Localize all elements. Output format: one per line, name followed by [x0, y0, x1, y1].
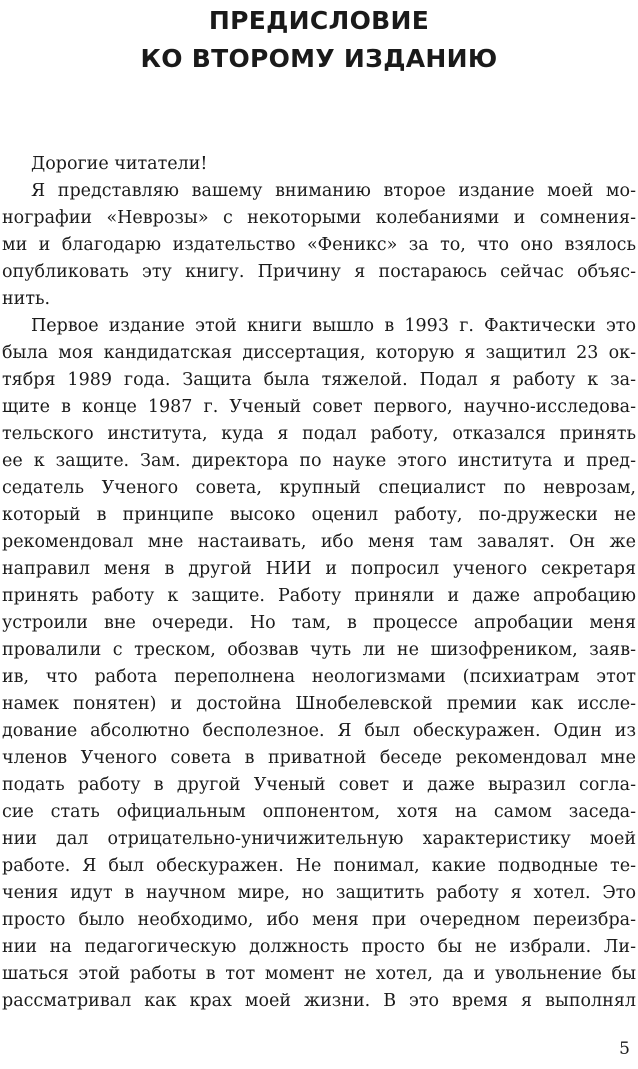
body-text — [2, 178, 636, 1015]
text-line: ми и благодарю издательство «Феникс» за то, что оно взялось — [2, 235, 636, 255]
chapter-heading — [0, 2, 638, 78]
text-line: нографии «Неврозы» с некоторыми колебаниями и сомнения- — [2, 208, 636, 228]
text-line: седатель Ученого совета, крупный специалист по неврозам, — [2, 478, 636, 498]
text-line: нить. — [2, 289, 51, 309]
text-line: ее к защите. Зам. директора по науке этого института и пред- — [2, 451, 636, 471]
chapter-heading-line-1: ПРЕДИСЛОВИЕ — [208, 6, 430, 35]
text-line: направил меня в другой НИИ и попросил ученого секретаря — [2, 559, 636, 579]
text-line: членов Ученого совета в приватной беседе рекомендовал мне — [2, 748, 636, 768]
text-line: Первое издание этой книги вышло в 1993 г. Фактически это — [31, 316, 636, 336]
text-line: рекомендовал мне настаивать, ибо меня там завалят. Он же — [2, 532, 636, 552]
greeting: Дорогие читатели! — [31, 154, 208, 174]
text-line: сие стать официальным оппонентом, хотя на самом заседа- — [2, 802, 636, 822]
text-line: нии на педагогическую должность просто бы не избрали. Ли- — [2, 937, 636, 957]
text-line: нии дал отрицательно-уничижительную характеристику моей — [2, 829, 636, 849]
text-line: просто было необходимо, ибо меня при очередном переизбра- — [2, 910, 636, 930]
text-line: тября 1989 года. Защита была тяжелой. Подал я работу к за- — [2, 370, 636, 390]
text-line: Я представляю вашему вниманию второе издание моей мо- — [31, 181, 636, 201]
text-line: ив, что работа переполнена неологизмами (психиатрам этот — [2, 667, 636, 687]
text-line: рассматривал как крах моей жизни. В это время я выполнял — [2, 991, 636, 1011]
text-line: опубликовать эту книгу. Причину я постараюсь сейчас объяс- — [2, 262, 636, 282]
text-line: была моя кандидатская диссертация, которую я защитил 23 ок- — [2, 343, 636, 363]
page-number: 5 — [619, 1039, 630, 1059]
text-line: тельского института, куда я подал работу, отказался принять — [2, 424, 636, 444]
text-line: принять работу к защите. Работу приняли и даже апробацию — [2, 586, 636, 606]
text-line: подать работу в другой Ученый совет и даже выразил согла- — [2, 775, 636, 795]
chapter-heading-line-2: КО ВТОРОМУ ИЗДАНИЮ — [140, 44, 498, 73]
text-line: шаться этой работы в тот момент не хотел, да и увольнение бы — [2, 964, 636, 984]
text-line: намек понятен) и достойна Шнобелевской премии как иссле- — [2, 694, 636, 714]
text-line: работе. Я был обескуражен. Не понимал, какие подводные те- — [2, 856, 636, 876]
text-line: щите в конце 1987 г. Ученый совет первого, научно-исследова- — [2, 397, 636, 417]
text-line: чения идут в научном мире, но защитить работу я хотел. Это — [2, 883, 636, 903]
text-line: дование абсолютно бесполезное. Я был обескуражен. Один из — [2, 721, 636, 741]
text-line: устроили вне очереди. Но там, в процессе апробации меня — [2, 613, 636, 633]
text-line: который в принципе высоко оценил работу, по-дружески не — [2, 505, 636, 525]
text-line: провалили с треском, обозвав чуть ли не шизофреником, заяв- — [2, 640, 636, 660]
